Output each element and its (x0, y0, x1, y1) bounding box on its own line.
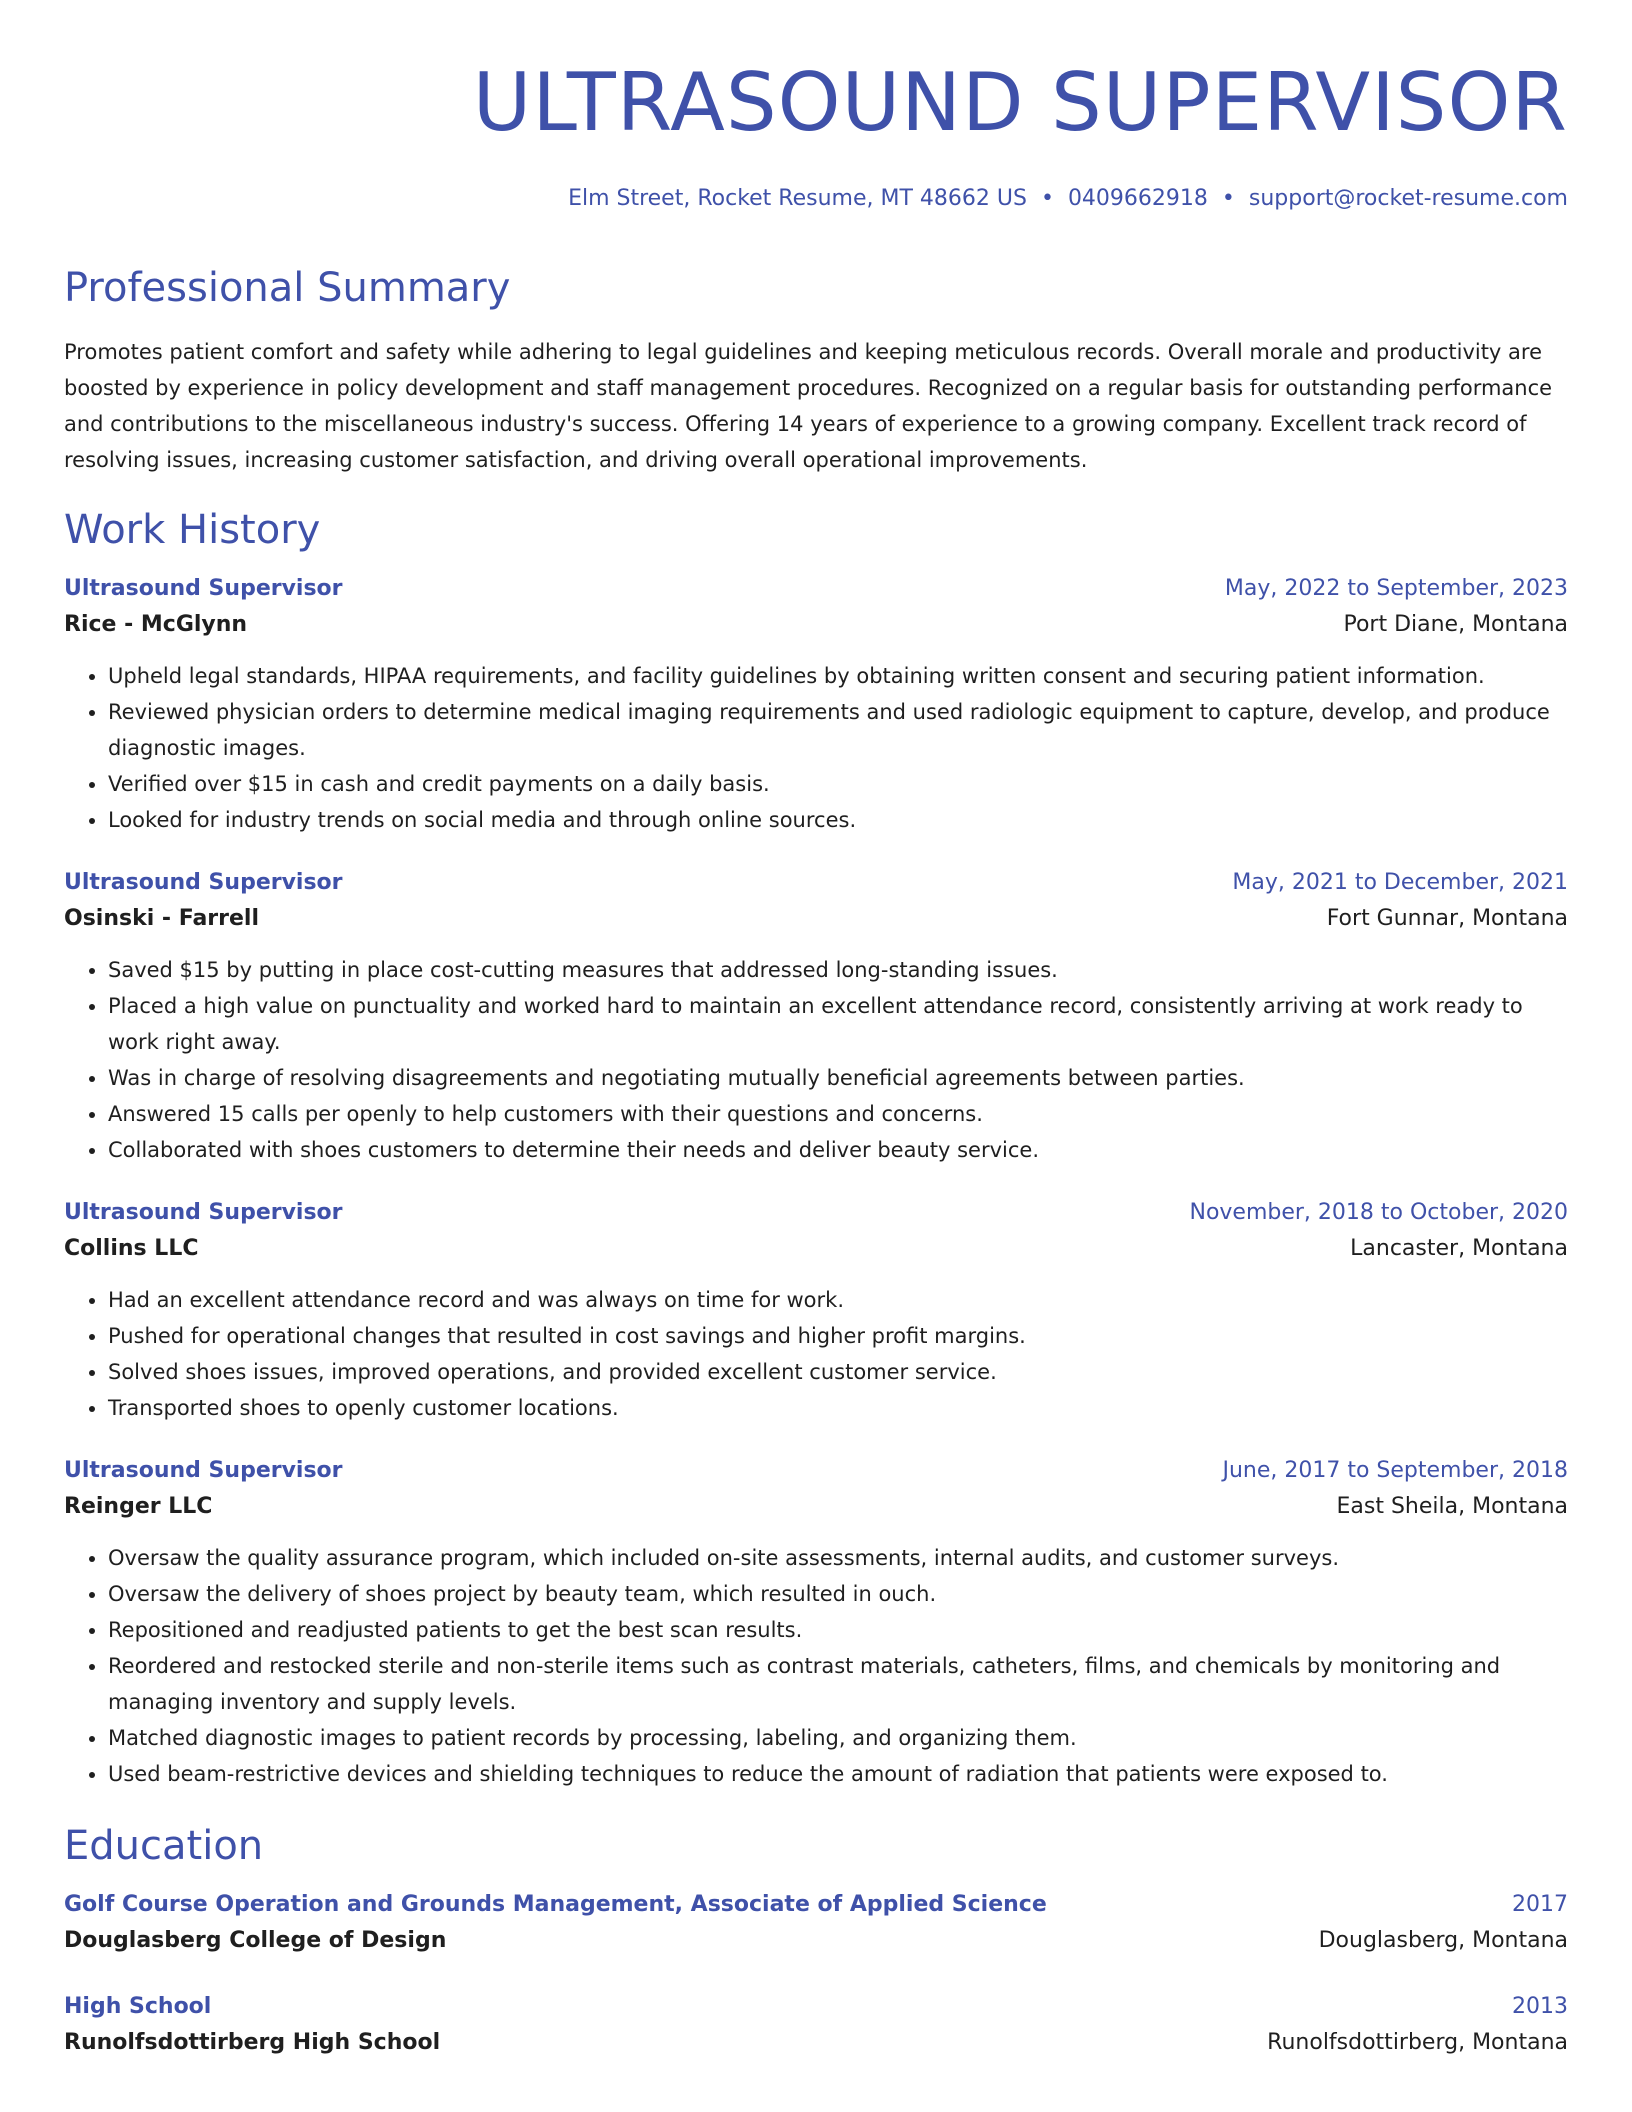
education-degree: High School (64, 1994, 212, 2019)
job-bullet: • Transported shoes to openly customer locations. (108, 1390, 1568, 1426)
job-entry (64, 572, 1568, 838)
job-bullets (64, 952, 1568, 1168)
contact-address: Elm Street, Rocket Resume, MT 48662 US (568, 186, 1027, 211)
job-company: Rice - McGlynn (64, 612, 248, 637)
job-location: East Sheila, Montana (1336, 1494, 1568, 1519)
job-entry (64, 866, 1568, 1168)
job-company: Reinger LLC (64, 1494, 213, 1519)
job-bullet: • Oversaw the delivery of shoes project by beauty team, which resulted in ouch. (108, 1576, 1568, 1612)
education-year: 2013 (1512, 1994, 1568, 2019)
job-bullet: • Placed a high value on punctuality and worked hard to maintain an excellent attendance record, consistently arriving at work ready to work right away. (108, 988, 1568, 1060)
job-location: Port Diane, Montana (1343, 612, 1568, 637)
job-bullet: • Repositioned and readjusted patients to get the best scan results. (108, 1612, 1568, 1648)
job-role: Ultrasound Supervisor (64, 576, 343, 601)
job-bullet: • Pushed for operational changes that resulted in cost savings and higher profit margins. (108, 1318, 1568, 1354)
job-bullet: • Matched diagnostic images to patient records by processing, labeling, and organizing them. (108, 1720, 1568, 1756)
job-bullets (64, 1282, 1568, 1426)
job-company: Osinski - Farrell (64, 906, 260, 931)
job-location: Lancaster, Montana (1350, 1236, 1568, 1261)
job-location: Fort Gunnar, Montana (1326, 906, 1568, 931)
summary-heading: Professional Summary (64, 265, 511, 311)
contact-line (64, 182, 1568, 216)
contact-phone: 0409662918 (1067, 186, 1208, 211)
job-company: Collins LLC (64, 1236, 199, 1261)
education-year: 2017 (1512, 1892, 1568, 1917)
job-bullet: • Oversaw the quality assurance program, which included on-site assessments, internal audits, and customer surveys. (108, 1540, 1568, 1576)
job-dates: May, 2021 to December, 2021 (1232, 870, 1568, 895)
resume-page (64, 0, 1568, 2062)
education-degree: Golf Course Operation and Grounds Management, Associate of Applied Science (64, 1892, 1047, 1917)
job-entry (64, 1454, 1568, 1792)
job-bullet: • Collaborated with shoes customers to determine their needs and deliver beauty service. (108, 1132, 1568, 1168)
job-bullet: • Used beam-restrictive devices and shielding techniques to reduce the amount of radiation that patients were exposed to. (108, 1756, 1568, 1792)
job-dates: June, 2017 to September, 2018 (1222, 1458, 1568, 1483)
job-dates: May, 2022 to September, 2023 (1224, 576, 1568, 601)
job-bullet: • Answered 15 calls per openly to help customers with their questions and concerns. (108, 1096, 1568, 1132)
job-bullets (64, 658, 1568, 838)
job-bullet: • Had an excellent attendance record and was always on time for work. (108, 1282, 1568, 1318)
summary-text: Promotes patient comfort and safety while adhering to legal guidelines and keeping meticulous records. Overall morale and productivity are boosted by experience in policy development and staff management procedures. Recognized on a regular basis for outstanding performance and contributions to the miscellaneous industry's success. Offering 14 years of experience to a growing company. Excellent track record of resolving issues, increasing customer satisfaction, and driving overall operational improvements. (64, 340, 1553, 472)
job-bullet: • Was in charge of resolving disagreements and negotiating mutually beneficial agreements between parties. (108, 1060, 1568, 1096)
job-bullet: • Saved $15 by putting in place cost-cutting measures that addressed long-standing issues. (108, 952, 1568, 988)
job-bullet: • Upheld legal standards, HIPAA requirements, and facility guidelines by obtaining written consent and securing patient information. (108, 658, 1568, 694)
job-role: Ultrasound Supervisor (64, 1200, 343, 1225)
contact-email: support@rocket-resume.com (1248, 186, 1568, 211)
job-bullet: • Reordered and restocked sterile and non-sterile items such as contrast materials, catheters, films, and chemicals by monitoring and managing inventory and supply levels. (108, 1648, 1568, 1720)
resume-title: ULTRASOUND SUPERVISOR (472, 56, 1568, 149)
job-bullets (64, 1540, 1568, 1792)
job-role: Ultrasound Supervisor (64, 870, 343, 895)
contact-separator: • (1040, 186, 1054, 211)
education-school: Douglasberg College of Design (64, 1928, 447, 1953)
education-location: Douglasberg, Montana (1318, 1928, 1568, 1953)
education-location: Runolfsdottirberg, Montana (1267, 2030, 1568, 2055)
work-history-heading: Work History (64, 507, 321, 553)
job-bullet: • Looked for industry trends on social media and through online sources. (108, 802, 1568, 838)
education-entry (64, 1888, 1568, 1960)
job-entry (64, 1196, 1568, 1426)
education-school: Runolfsdottirberg High School (64, 2030, 441, 2055)
job-bullet: • Solved shoes issues, improved operations, and provided excellent customer service. (108, 1354, 1568, 1390)
job-bullet: • Verified over $15 in cash and credit payments on a daily basis. (108, 766, 1568, 802)
education-heading: Education (64, 1823, 264, 1869)
job-dates: November, 2018 to October, 2020 (1189, 1200, 1568, 1225)
education-entry (64, 1990, 1568, 2062)
contact-separator: • (1221, 186, 1235, 211)
job-role: Ultrasound Supervisor (64, 1458, 343, 1483)
job-bullet: • Reviewed physician orders to determine medical imaging requirements and used radiologic equipment to capture, develop, and produce diagnostic images. (108, 694, 1568, 766)
